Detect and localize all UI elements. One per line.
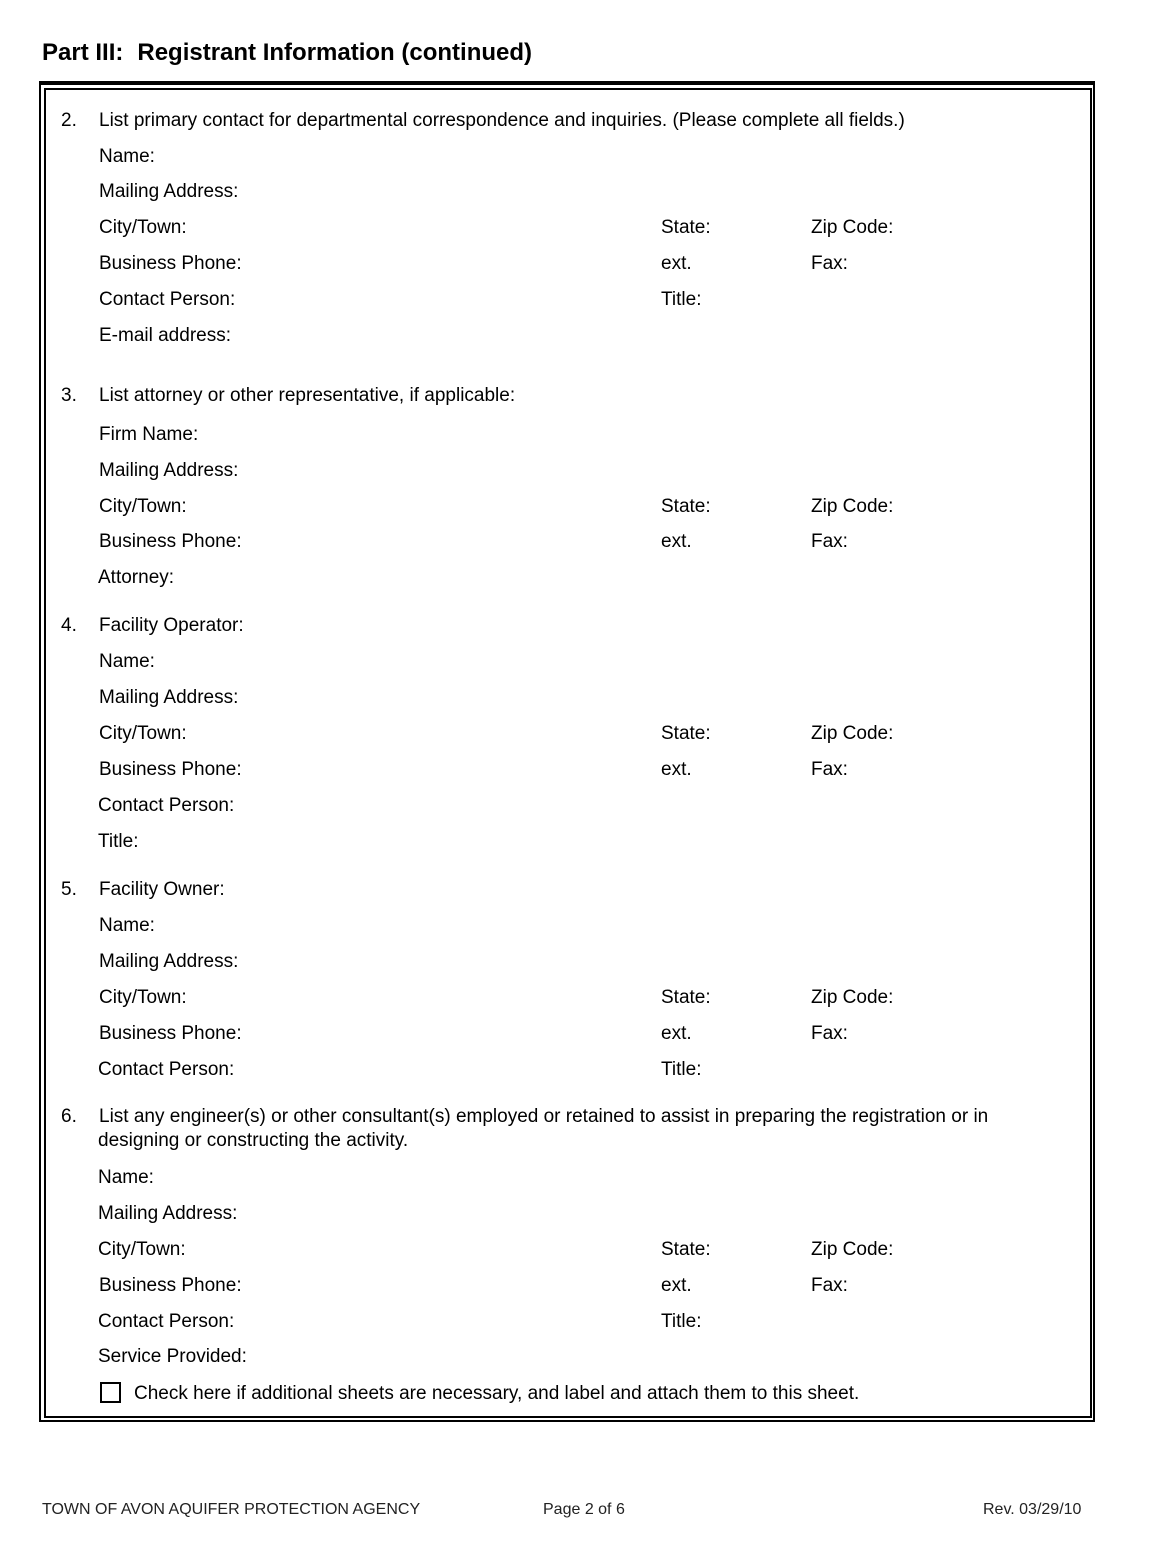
s6-service-provided-label: Service Provided:	[98, 1346, 247, 1367]
s2-email-label: E-mail address:	[99, 325, 231, 346]
s4-business-phone-label: Business Phone:	[99, 759, 242, 780]
section-6-number: 6.	[61, 1106, 77, 1127]
s3-zip-label: Zip Code:	[811, 496, 894, 517]
footer-page-number: Page 2 of 6	[543, 1501, 625, 1518]
s5-mailing-address-label: Mailing Address:	[99, 951, 239, 972]
section-6-heading-line-2: designing or constructing the activity.	[98, 1130, 409, 1151]
page-title	[42, 38, 532, 68]
s5-contact-person-label: Contact Person:	[98, 1059, 235, 1080]
section-4-number: 4.	[61, 615, 77, 636]
s2-fax-label: Fax:	[811, 253, 848, 274]
s4-fax-label: Fax:	[811, 759, 848, 780]
footer-revision: Rev. 03/29/10	[983, 1501, 1082, 1518]
title-text: Registrant Information (continued)	[137, 39, 533, 66]
section-3-number: 3.	[61, 385, 77, 406]
s6-title-label: Title:	[661, 1311, 702, 1332]
s3-city-label: City/Town:	[99, 496, 187, 517]
s6-contact-person-label: Contact Person:	[98, 1311, 235, 1332]
s6-zip-label: Zip Code:	[811, 1239, 894, 1260]
s5-state-label: State:	[661, 987, 711, 1008]
s2-state-label: State:	[661, 217, 711, 238]
s2-name-label: Name:	[99, 146, 155, 167]
s6-fax-label: Fax:	[811, 1275, 848, 1296]
s4-title-label: Title:	[98, 831, 139, 852]
s6-business-phone-label: Business Phone:	[99, 1275, 242, 1296]
s3-fax-label: Fax:	[811, 531, 848, 552]
title-part: Part III:	[42, 39, 124, 66]
s3-business-phone-label: Business Phone:	[99, 531, 242, 552]
s3-firm-name-label: Firm Name:	[99, 424, 199, 445]
section-6-heading-line-1: List any engineer(s) or other consultant(s) employed or retained to assist in preparing the registration or in	[99, 1106, 989, 1127]
s2-city-label: City/Town:	[99, 217, 187, 238]
footer-agency: TOWN OF AVON AQUIFER PROTECTION AGENCY	[42, 1501, 421, 1518]
additional-sheets-label: Check here if additional sheets are necessary, and label and attach them to this sheet.	[134, 1383, 860, 1404]
s3-ext-label: ext.	[661, 531, 692, 552]
s4-name-label: Name:	[99, 651, 155, 672]
s2-mailing-address-label: Mailing Address:	[99, 181, 239, 202]
s6-ext-label: ext.	[661, 1275, 692, 1296]
s6-mailing-address-label: Mailing Address:	[98, 1203, 238, 1224]
s2-zip-label: Zip Code:	[811, 217, 894, 238]
section-5-number: 5.	[61, 879, 77, 900]
s6-name-label: Name:	[98, 1167, 154, 1188]
s2-title-label: Title:	[661, 289, 702, 310]
s3-mailing-address-label: Mailing Address:	[99, 460, 239, 481]
s3-state-label: State:	[661, 496, 711, 517]
s4-ext-label: ext.	[661, 759, 692, 780]
s5-business-phone-label: Business Phone:	[99, 1023, 242, 1044]
additional-sheets-checkbox[interactable]	[100, 1382, 121, 1403]
s5-city-label: City/Town:	[99, 987, 187, 1008]
s5-ext-label: ext.	[661, 1023, 692, 1044]
section-5-heading: Facility Owner:	[99, 879, 225, 900]
s4-contact-person-label: Contact Person:	[98, 795, 235, 816]
s4-zip-label: Zip Code:	[811, 723, 894, 744]
s2-business-phone-label: Business Phone:	[99, 253, 242, 274]
s5-name-label: Name:	[99, 915, 155, 936]
s4-mailing-address-label: Mailing Address:	[99, 687, 239, 708]
section-4-heading: Facility Operator:	[99, 615, 244, 636]
s4-city-label: City/Town:	[99, 723, 187, 744]
s6-city-label: City/Town:	[98, 1239, 186, 1260]
s2-contact-person-label: Contact Person:	[99, 289, 236, 310]
s5-zip-label: Zip Code:	[811, 987, 894, 1008]
section-2-heading: List primary contact for departmental correspondence and inquiries. (Please complete all fields.)	[99, 110, 905, 131]
s3-attorney-label: Attorney:	[98, 567, 175, 588]
s6-state-label: State:	[661, 1239, 711, 1260]
s2-ext-label: ext.	[661, 253, 692, 274]
section-3-heading: List attorney or other representative, if applicable:	[99, 385, 516, 406]
section-2-number: 2.	[61, 110, 77, 131]
s5-title-label: Title:	[661, 1059, 702, 1080]
s5-fax-label: Fax:	[811, 1023, 848, 1044]
s4-state-label: State:	[661, 723, 711, 744]
